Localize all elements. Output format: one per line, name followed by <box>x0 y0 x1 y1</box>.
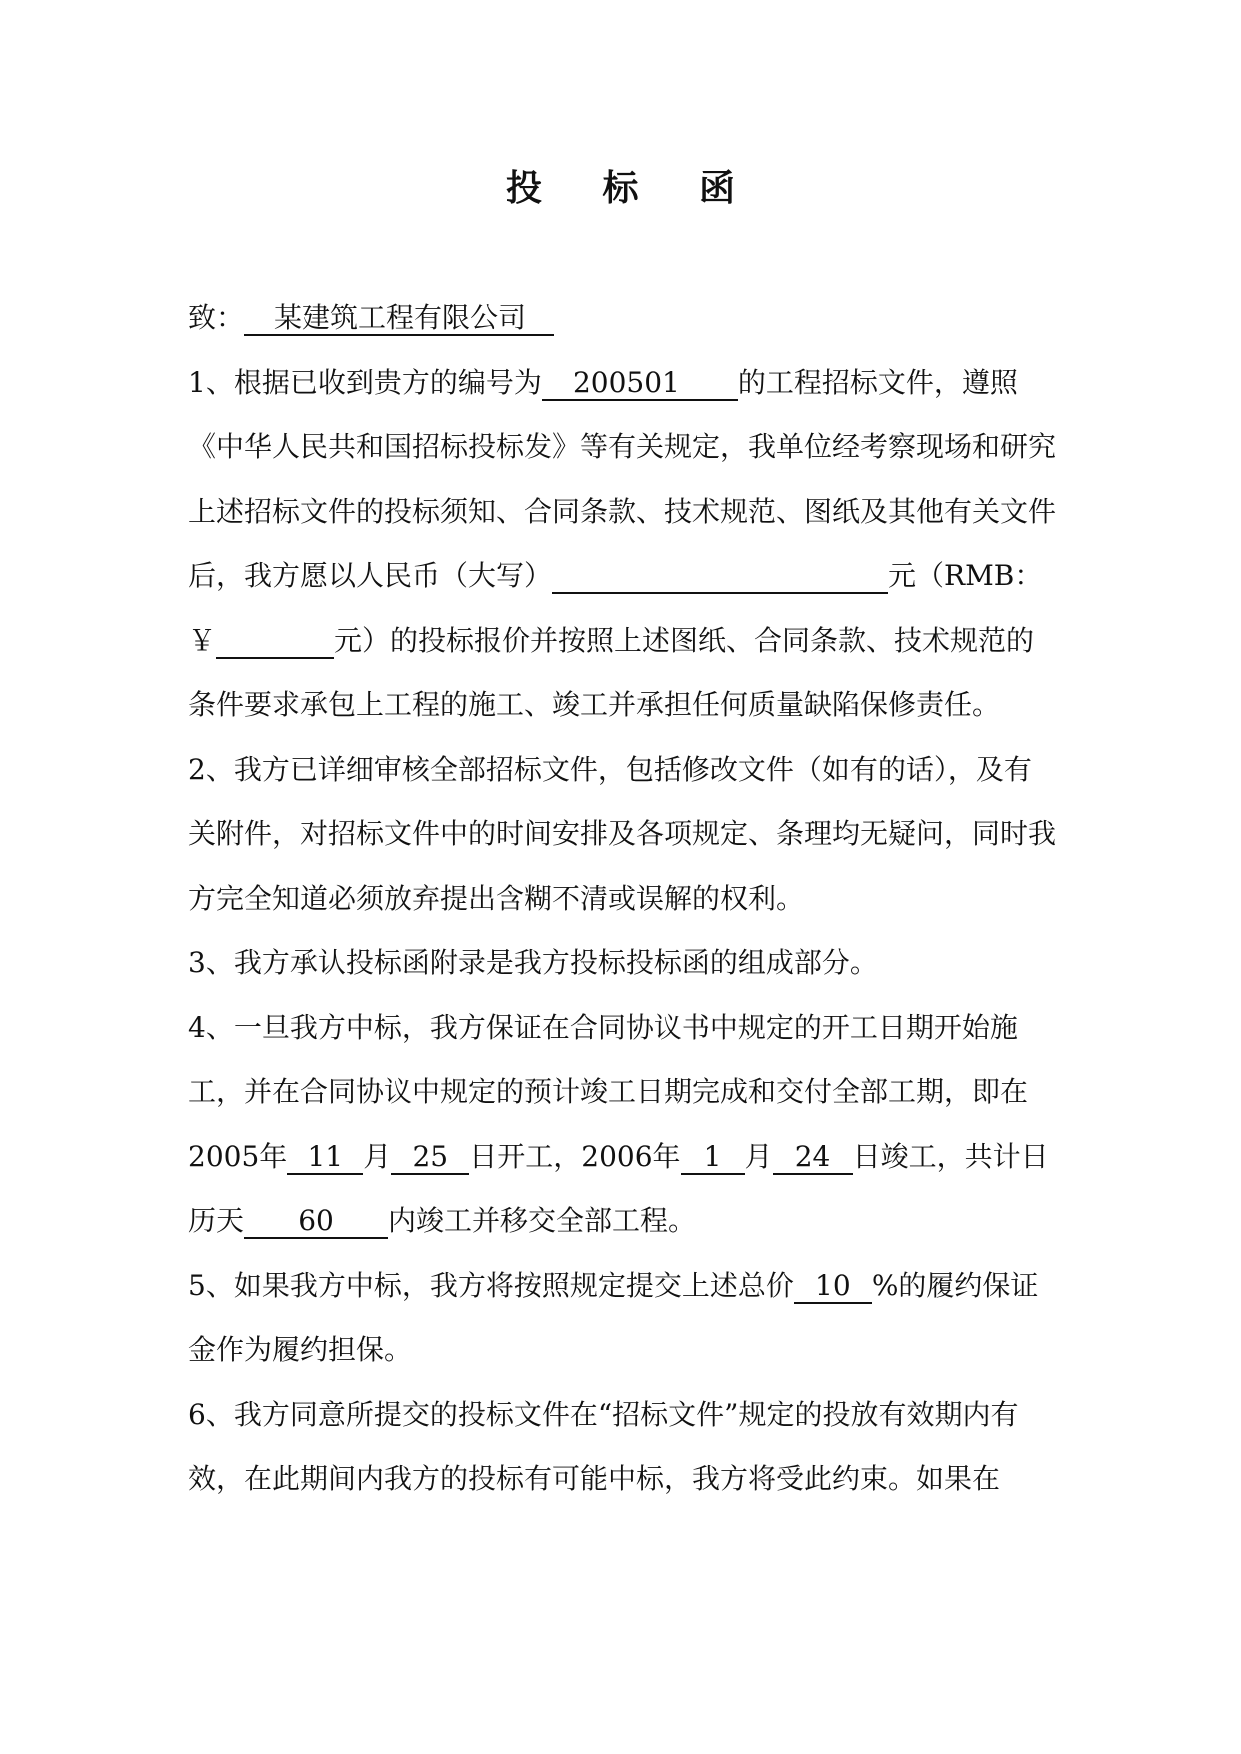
paragraph-5 <box>188 1254 1058 1383</box>
p1-text-a: 1、根据已收到贵方的编号为 <box>188 365 542 399</box>
p4-text-c: 日开工，2006年 <box>469 1139 681 1173</box>
p4-text-e: 日竣工，共计日历天 <box>188 1139 1049 1237</box>
p1-text-b: 的工程招标文件，遵照《中华人民共和国招标投标发》等有关规定，我单位经考察现场和研究上述招标文件的投标须知、合同条款、技术规范、图纸及其他有关文件后，我方愿以人民币（大写） <box>188 365 1057 592</box>
p4-text-f: 内竣工并移交全部工程。 <box>388 1204 697 1237</box>
paragraph-1 <box>188 351 1058 738</box>
p4-text-a: 4、一旦我方中标，我方保证在合同协议书中规定的开工日期开始施工，并在合同协议中规定的预计竣工日期完成和交付全部工期，即在2005年 <box>188 1010 1029 1173</box>
paragraph-3: 3、我方承认投标函附录是我方投标投标函的组成部分。 <box>188 946 878 979</box>
p5-text-a: 5、如果我方中标，我方将按照规定提交上述总价 <box>188 1268 794 1302</box>
paragraph-6: 6、我方同意所提交的投标文件在“招标文件”规定的投放有效期内有效，在此期间内我方的投标有可能中标，我方将受此约束。如果在 <box>188 1397 1019 1495</box>
addressee-company: 某建筑工程有限公司 <box>244 302 554 336</box>
letter-body <box>188 286 1058 1512</box>
p5-text-b: %的履约保证金作为履约担保。 <box>188 1268 1039 1366</box>
paragraph-4 <box>188 996 1058 1254</box>
end-day: 24 <box>773 1141 853 1175</box>
tender-number: 200501 <box>542 367 738 401</box>
amount-rmb-blank <box>216 625 334 659</box>
start-month: 11 <box>287 1141 363 1175</box>
addressee-line <box>188 286 1058 351</box>
start-day: 25 <box>391 1141 469 1175</box>
amount-words-blank <box>552 560 888 594</box>
p1-text-d: 元）的投标报价并按照上述图纸、合同条款、技术规范的条件要求承包上工程的施工、竣工并承担任何质量缺陷保修责任。 <box>188 623 1035 721</box>
document-title: 投 标 函 <box>505 167 760 209</box>
bond-percent: 10 <box>794 1270 872 1304</box>
calendar-days: 60 <box>244 1205 388 1239</box>
end-month: 1 <box>681 1141 745 1175</box>
p4-text-d: 月 <box>744 1139 773 1173</box>
p4-text-b: 月 <box>363 1139 392 1173</box>
paragraph-2: 2、我方已详细审核全部招标文件，包括修改文件（如有的话），及有关附件，对招标文件中的时间安排及各项规定、条理均无疑问，同时我方完全知道必须放弃提出含糊不清或误解的权利。 <box>188 752 1057 915</box>
addressee-prefix: 致： <box>188 301 245 334</box>
p1-text-c: 元（RMB：￥ <box>188 559 1043 657</box>
